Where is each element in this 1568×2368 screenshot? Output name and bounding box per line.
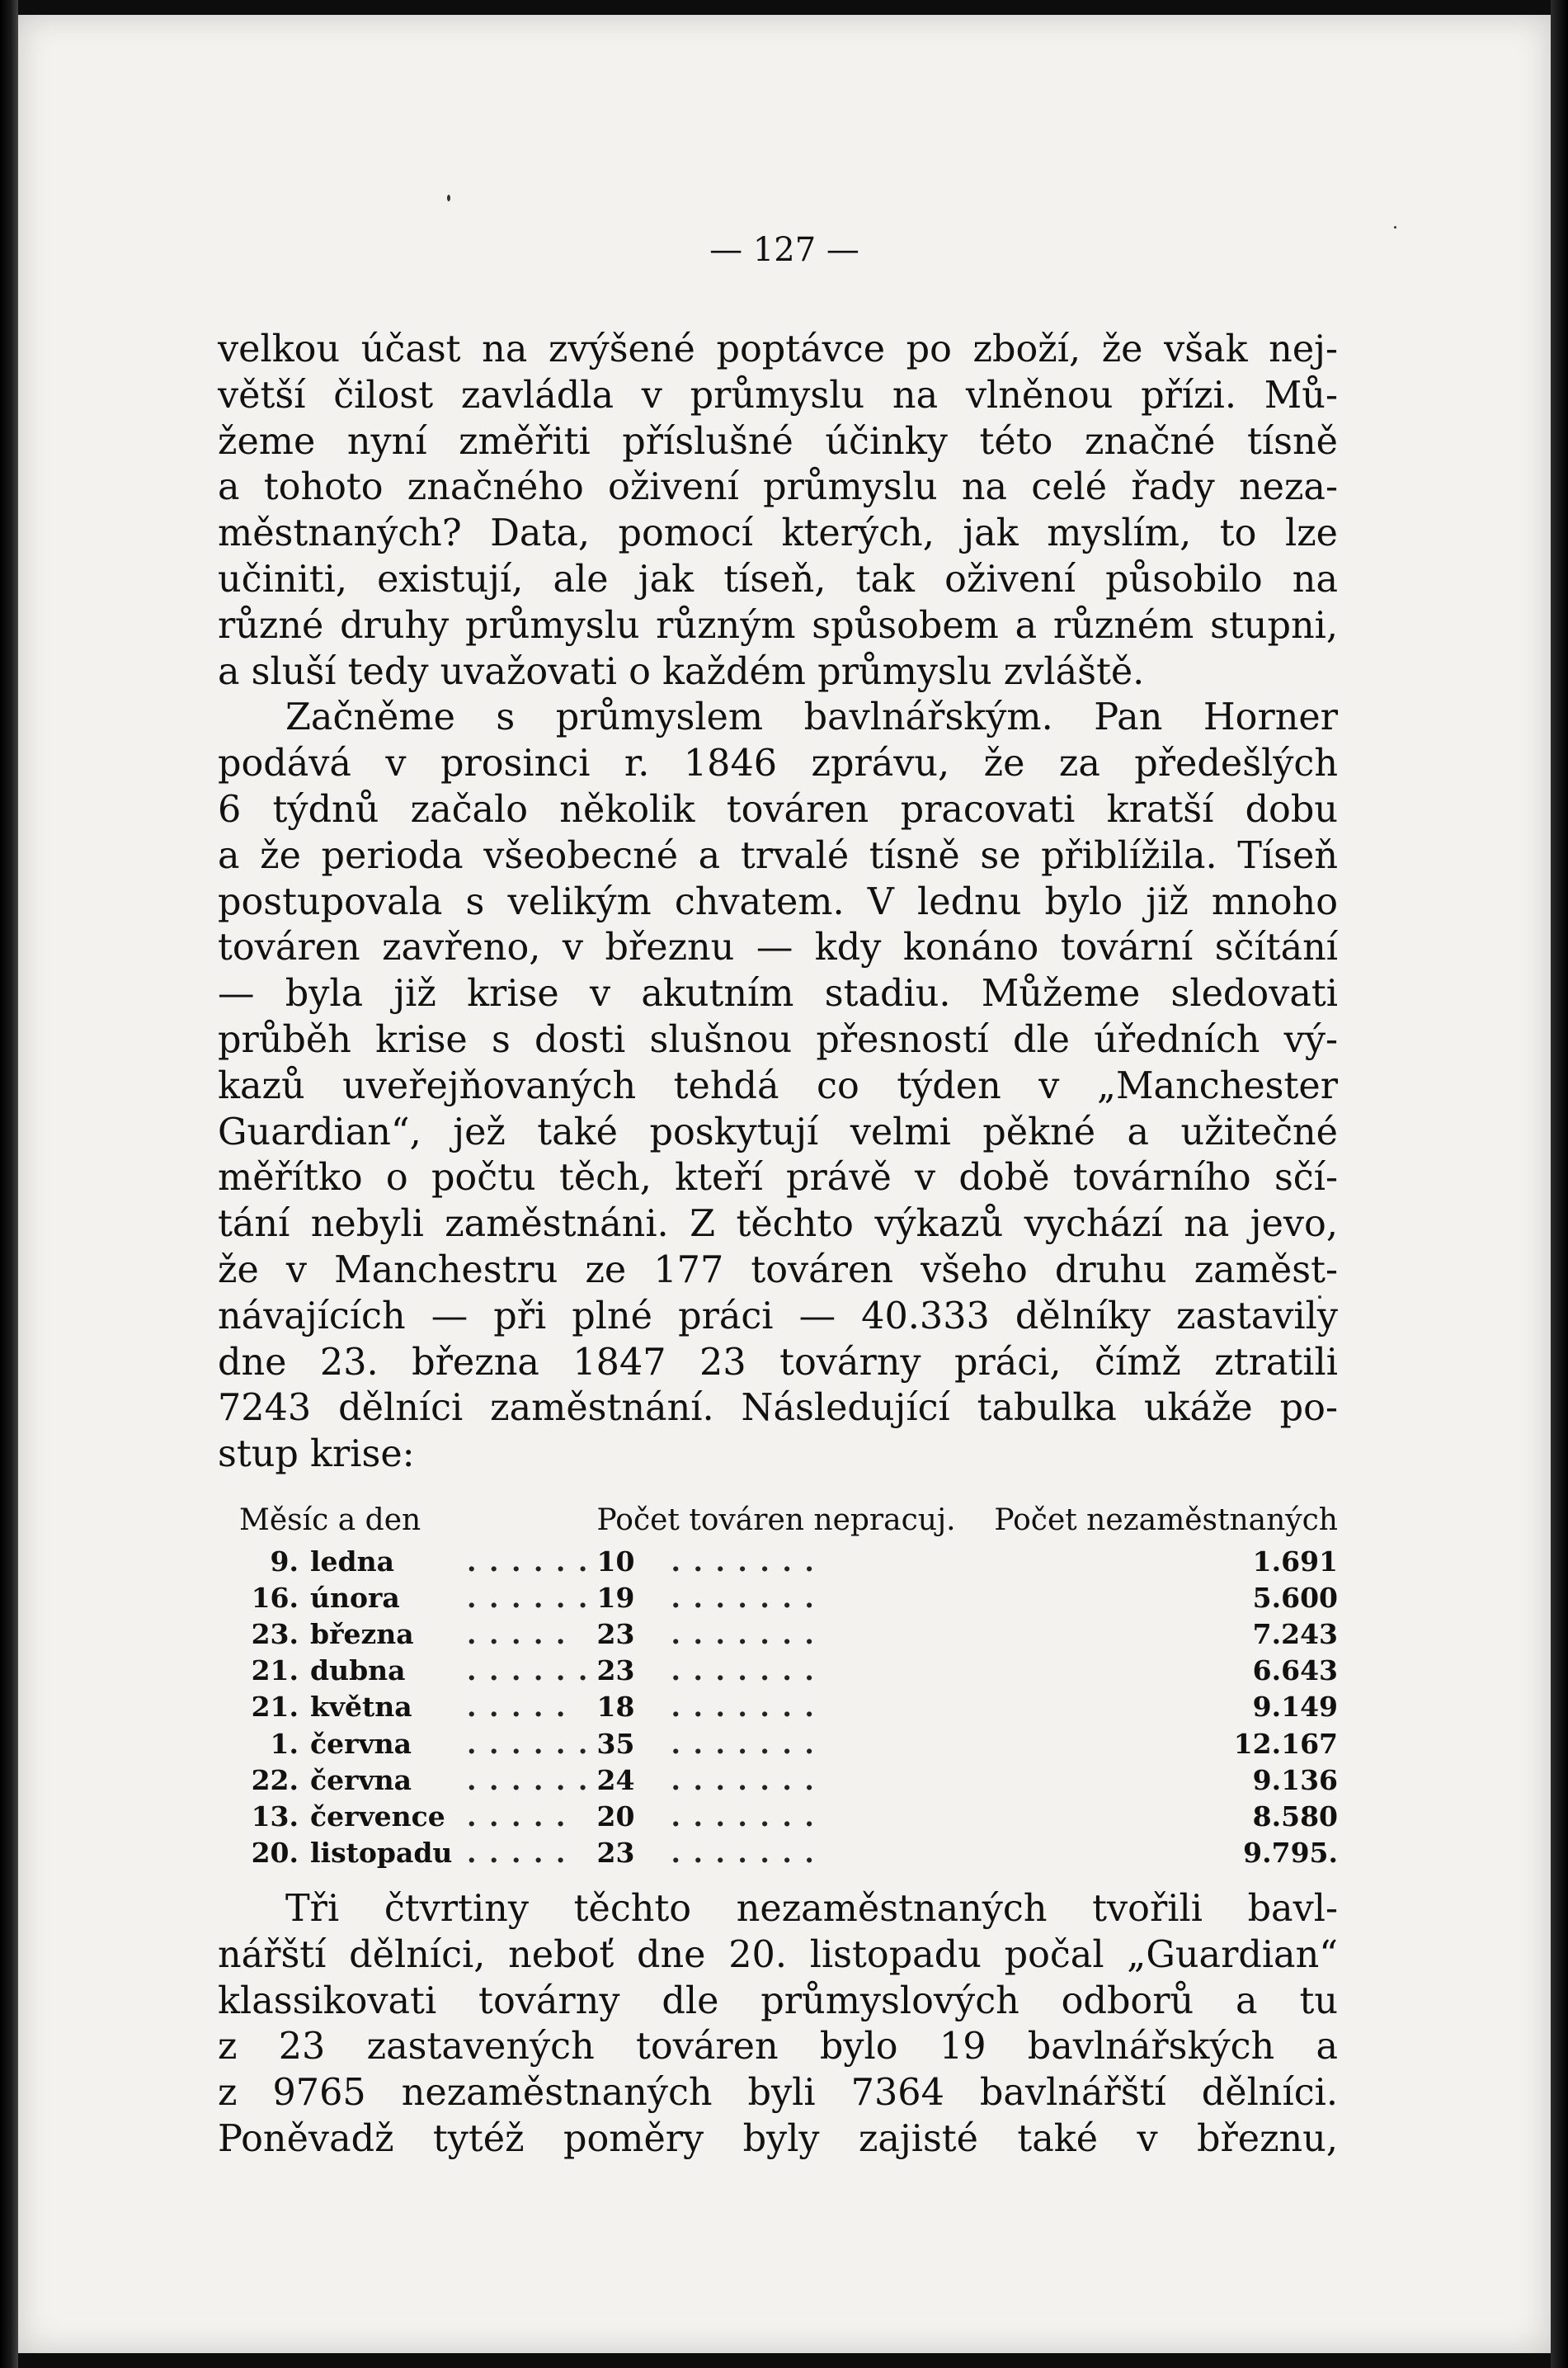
text-line: Guardian“, jež také poskytují velmi pěkné a užitečné [218, 1111, 1338, 1153]
text-line: 7243 dělníci zaměstnání. Následující tabulka ukáže po- [218, 1387, 1338, 1430]
row-unemployed: 5.600 [1252, 1581, 1338, 1614]
leader-dots: . . . . . . . [671, 1763, 816, 1796]
table-row [239, 1653, 1338, 1689]
text-line: a že perioda všeobecné a trvalé tísně se přiblížila. Tíseň [218, 834, 1338, 877]
table-row [239, 1579, 1338, 1616]
header-unemployed: Počet nezaměstnaných [994, 1502, 1338, 1537]
row-month: června [310, 1763, 412, 1796]
row-factories: 35 [596, 1727, 635, 1760]
text-line: návajících — při plné práci — 40.333 dělníky zastavily [218, 1295, 1338, 1337]
leader-dots: . . . . . . . [671, 1691, 816, 1724]
text-line: 6 týdnů začalo několik továren pracovati kratší dobu [218, 788, 1338, 831]
main-text [218, 327, 1338, 1478]
text-line: Poněvadž tytéž poměry byly zajisté také v březnu, [218, 2117, 1338, 2160]
text-line: továren zavřeno, v březnu — kdy konáno tovární sčítání [218, 927, 1338, 969]
text-line: nářští dělníci, neboť dne 20. listopadu počal „Guardian“ [218, 1933, 1338, 1976]
text-line: — byla již krise v akutním stadiu. Můžeme sledovati [218, 973, 1338, 1016]
leader-dots: . . . . . . . [671, 1837, 816, 1870]
table-row [239, 1689, 1338, 1725]
table-row [239, 1762, 1338, 1798]
row-day: 21. [251, 1654, 299, 1687]
table-row [239, 1798, 1338, 1834]
text-line: městnaných? Data, pomocí kterých, jak myslím, to lze [218, 512, 1338, 555]
leader-dots: . . . . . . . [671, 1581, 816, 1614]
text-line: různé druhy průmyslu různým spůsobem a různém stupni, [218, 604, 1338, 647]
header-month-day: Měsíc a den [239, 1502, 421, 1537]
text-line: Tři čtvrtiny těchto nezaměstnaných tvořili bavl- [285, 1888, 1338, 1930]
table-header-row [239, 1497, 1338, 1543]
text-line: dne 23. března 1847 23 továrny práci, čímž ztratili [218, 1341, 1338, 1384]
row-day: 16. [251, 1581, 299, 1614]
row-month: května [310, 1691, 412, 1724]
header-factories: Počet továren nepracuj. [596, 1502, 956, 1537]
text-line: žeme nyní změřiti příslušné účinky této značné tísně [218, 420, 1338, 463]
row-month: února [310, 1581, 400, 1614]
row-day: 1. [270, 1727, 299, 1760]
leader-dots: . . . . . . . [671, 1727, 816, 1760]
row-day: 13. [251, 1800, 299, 1833]
row-factories: 18 [596, 1691, 635, 1724]
row-day: 9. [270, 1545, 299, 1578]
text-line: větší čilost zavládla v průmyslu na vlněnou přízi. Mů- [218, 374, 1338, 417]
leader-dots: . . . . . . [467, 1545, 590, 1578]
row-unemployed: 12.167 [1233, 1727, 1338, 1760]
text-line: z 9765 nezaměstnaných byli 7364 bavlnářští dělníci. [218, 2072, 1338, 2115]
row-day: 22. [251, 1763, 299, 1796]
text-line: průběh krise s dosti slušnou přesností dle úředních vý- [218, 1018, 1338, 1061]
book-spine-edge [0, 0, 18, 2368]
text-line: Začněme s průmyslem bavlnářským. Pan Horner [285, 696, 1338, 739]
row-factories: 23 [596, 1617, 635, 1650]
table-row [239, 1616, 1338, 1652]
leader-dots: . . . . . [467, 1800, 567, 1833]
book-page [18, 15, 1551, 2353]
table-row [239, 1835, 1338, 1871]
text-line: a tohoto značného oživení průmyslu na celé řady neza- [218, 466, 1338, 509]
table-row [239, 1725, 1338, 1762]
scan-speck [1394, 226, 1396, 229]
leader-dots: . . . . . [467, 1837, 567, 1870]
leader-dots: . . . . . . [467, 1727, 590, 1760]
unemployment-table [239, 1497, 1338, 1871]
row-factories: 10 [596, 1545, 635, 1578]
text-line: tání nebyli zaměstnáni. Z těchto výkazů vychází na jevo, [218, 1203, 1338, 1246]
row-unemployed: 9.795. [1243, 1837, 1338, 1870]
row-month: ledna [310, 1545, 394, 1578]
text-line: a sluší tedy uvažovati o každém průmyslu zvláště. [218, 650, 1145, 693]
text-line: měřítko o počtu těch, kteří právě v době továrního sčí- [218, 1157, 1338, 1200]
table-row [239, 1543, 1338, 1579]
text-line: kazů uveřejňovaných tehdá co týden v „Manchester [218, 1064, 1338, 1107]
row-month: července [310, 1800, 445, 1833]
row-unemployed: 8.580 [1252, 1800, 1338, 1833]
leader-dots: . . . . . . . [671, 1654, 816, 1687]
leader-dots: . . . . . . . [671, 1545, 816, 1578]
row-day: 23. [251, 1617, 299, 1650]
text-line: podává v prosinci r. 1846 zprávu, že za předešlých [218, 743, 1338, 785]
row-month: listopadu [310, 1837, 453, 1870]
leader-dots: . . . . . . [467, 1654, 590, 1687]
row-factories: 24 [596, 1763, 635, 1796]
row-month: června [310, 1727, 412, 1760]
leader-dots: . . . . . [467, 1691, 567, 1724]
row-factories: 23 [596, 1654, 635, 1687]
text-line: z 23 zastavených továren bylo 19 bavlnářských a [218, 2026, 1338, 2068]
text-line: učiniti, existují, ale jak tíseň, tak oživení působilo na [218, 558, 1338, 601]
row-factories: 23 [596, 1837, 635, 1870]
leader-dots: . . . . . . [467, 1581, 590, 1614]
leader-dots: . . . . . . . [671, 1617, 816, 1650]
text-line: že v Manchestru ze 177 továren všeho druhu zaměst- [218, 1248, 1338, 1291]
row-factories: 19 [596, 1581, 635, 1614]
leader-dots: . . . . . . [467, 1763, 590, 1796]
row-unemployed: 9.149 [1252, 1691, 1338, 1724]
row-month: dubna [310, 1654, 406, 1687]
row-month: března [310, 1617, 414, 1650]
scan-speck [447, 195, 450, 201]
row-day: 21. [251, 1691, 299, 1724]
text-line: velkou účast na zvýšené poptávce po zboží, že však nej- [218, 328, 1338, 370]
row-unemployed: 6.643 [1252, 1654, 1338, 1687]
closing-text [218, 1886, 1338, 2163]
text-line: stup krise: [218, 1433, 415, 1476]
page-number: — 127 — [709, 231, 859, 269]
scan-right-edge [1551, 0, 1568, 2368]
text-line: postupovala s velikým chvatem. V lednu bylo již mnoho [218, 880, 1338, 923]
row-factories: 20 [596, 1800, 635, 1833]
leader-dots: . . . . . . . [671, 1800, 816, 1833]
row-unemployed: 7.243 [1252, 1617, 1338, 1650]
row-unemployed: 9.136 [1252, 1763, 1338, 1796]
row-unemployed: 1.691 [1252, 1545, 1338, 1578]
text-line: klassikovati továrny dle průmyslových odborů a tu [218, 1979, 1338, 2022]
leader-dots: . . . . . [467, 1617, 567, 1650]
row-day: 20. [251, 1837, 299, 1870]
